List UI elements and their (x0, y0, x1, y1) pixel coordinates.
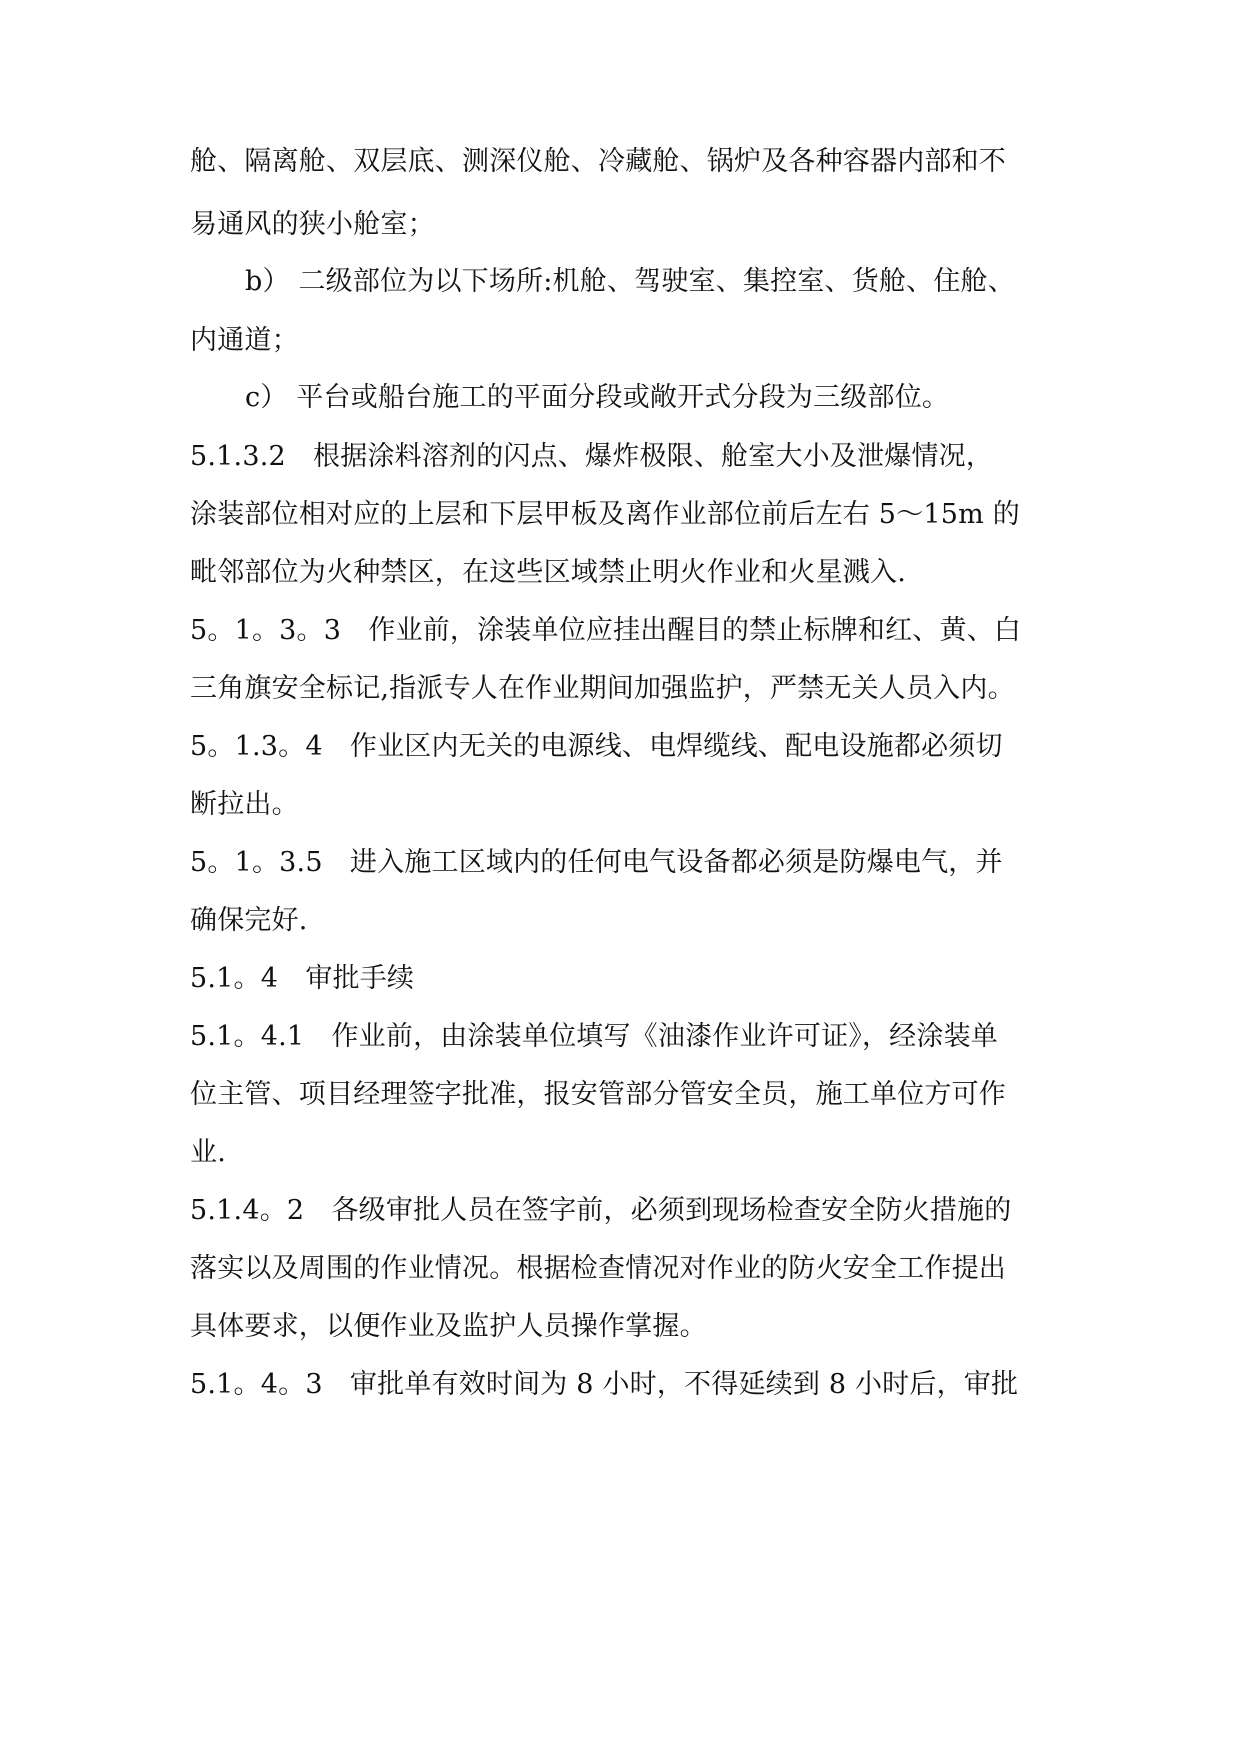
text-line: 毗邻部位为火种禁区，在这些区域禁止明火作业和火星溅入. (190, 557, 906, 588)
text-line: 易通风的狭小舱室； (190, 209, 435, 240)
text-line: 落实以及周围的作业情况。根据检查情况对作业的防火安全工作提出 (190, 1253, 1006, 1284)
text-line: 位主管、项目经理签字批准，报安管部分管安全员，施工单位方可作 (190, 1079, 1006, 1110)
text-line: 断拉出。 (190, 789, 299, 820)
text-line: 5。1。3。3 作业前，涂装单位应挂出醒目的禁止标牌和红、黄、白 (190, 615, 1022, 646)
text-line: 业. (190, 1137, 226, 1168)
text-line: 5.1。4.1 作业前，由涂装单位填写《油漆作业许可证》，经涂装单 (190, 1021, 998, 1052)
text-line: 5.1。4 审批手续 (190, 963, 415, 994)
text-line: 5.1.3.2 根据涂料溶剂的闪点、爆炸极限、舱室大小及泄爆情况， (190, 441, 994, 472)
text-line: 5.1.4。2 各级审批人员在签字前，必须到现场检查安全防火措施的 (190, 1195, 1012, 1226)
text-line: 5.1。4。3 审批单有效时间为 8 小时，不得延续到 8 小时后，审批 (190, 1369, 1019, 1400)
text-line: 确保完好. (190, 905, 308, 936)
text-line: 5。1.3。4 作业区内无关的电源线、电焊缆线、配电设施都必须切 (190, 731, 1003, 762)
text-line: c） 平台或船台施工的平面分段或敞开式分段为三级部位。 (245, 382, 950, 413)
text-line: 涂装部位相对应的上层和下层甲板及离作业部位前后左右 5～15m 的 (190, 499, 1020, 530)
text-line: b） 二级部位为以下场所:机舱、驾驶室、集控室、货舱、住舱、 (245, 266, 1015, 297)
text-line: 具体要求，以便作业及监护人员操作掌握。 (190, 1311, 707, 1342)
text-line: 内通道； (190, 325, 299, 356)
text-line: 5。1。3.5 进入施工区域内的任何电气设备都必须是防爆电气，并 (190, 847, 1003, 878)
text-line: 舱、隔离舱、双层底、测深仪舱、冷藏舱、锅炉及各种容器内部和不 (190, 146, 1006, 177)
text-line: 三角旗安全标记,指派专人在作业期间加强监护，严禁无关人员入内。 (190, 673, 1015, 704)
